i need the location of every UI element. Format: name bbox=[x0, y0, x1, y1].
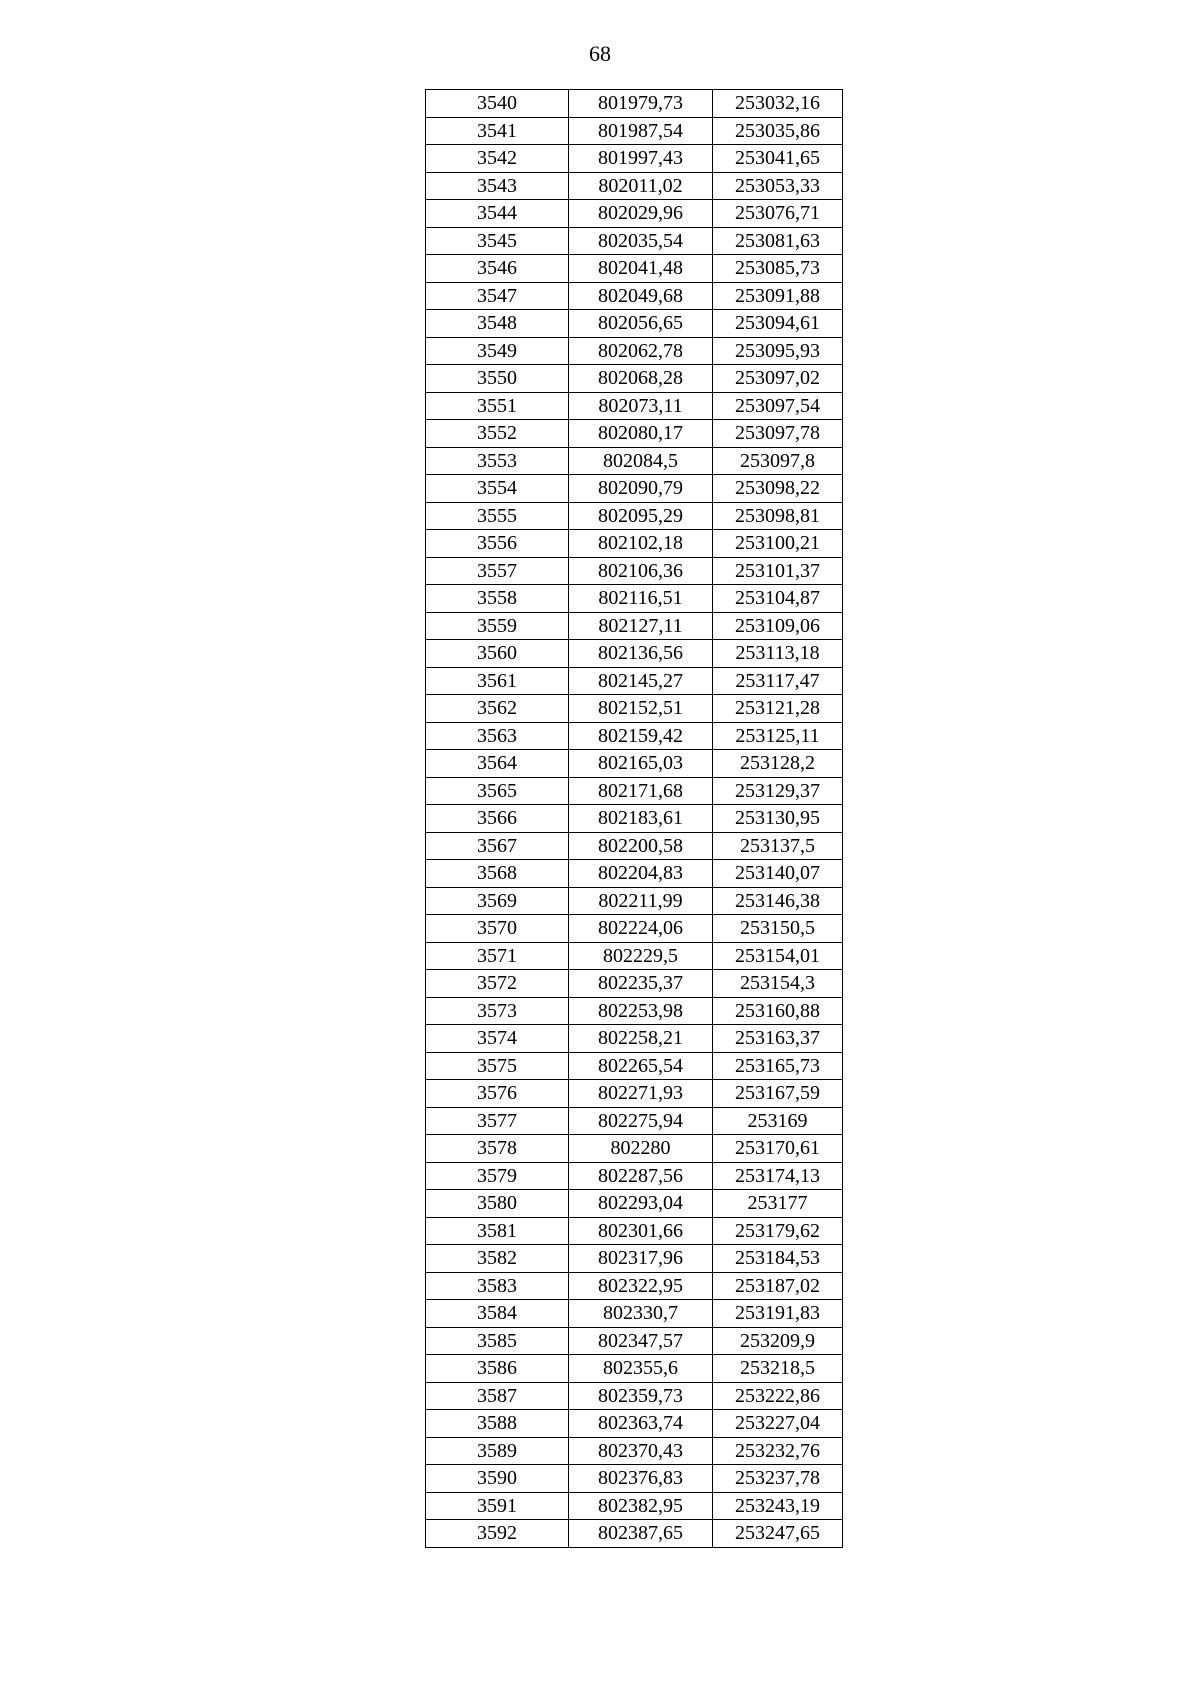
x-coordinate-cell: 802062,78 bbox=[569, 337, 713, 365]
table-row bbox=[426, 585, 843, 613]
table-row bbox=[426, 200, 843, 228]
point-number-cell: 3552 bbox=[426, 420, 569, 448]
x-coordinate-cell: 802068,28 bbox=[569, 365, 713, 393]
point-number-cell: 3588 bbox=[426, 1410, 569, 1438]
y-coordinate-cell: 253169 bbox=[713, 1107, 843, 1135]
y-coordinate-cell: 253117,47 bbox=[713, 667, 843, 695]
point-number-cell: 3544 bbox=[426, 200, 569, 228]
y-coordinate-cell: 253129,37 bbox=[713, 777, 843, 805]
point-number-cell: 3543 bbox=[426, 172, 569, 200]
point-number-cell: 3573 bbox=[426, 997, 569, 1025]
point-number-cell: 3551 bbox=[426, 392, 569, 420]
y-coordinate-cell: 253097,8 bbox=[713, 447, 843, 475]
point-number-cell: 3572 bbox=[426, 970, 569, 998]
table-row bbox=[426, 970, 843, 998]
x-coordinate-cell: 802152,51 bbox=[569, 695, 713, 723]
y-coordinate-cell: 253104,87 bbox=[713, 585, 843, 613]
point-number-cell: 3577 bbox=[426, 1107, 569, 1135]
page-number: 68 bbox=[589, 41, 611, 66]
y-coordinate-cell: 253100,21 bbox=[713, 530, 843, 558]
x-coordinate-cell: 801979,73 bbox=[569, 90, 713, 118]
table-row bbox=[426, 475, 843, 503]
y-coordinate-cell: 253121,28 bbox=[713, 695, 843, 723]
x-coordinate-cell: 802204,83 bbox=[569, 860, 713, 888]
point-number-cell: 3571 bbox=[426, 942, 569, 970]
y-coordinate-cell: 253174,13 bbox=[713, 1162, 843, 1190]
y-coordinate-cell: 253146,38 bbox=[713, 887, 843, 915]
table-row bbox=[426, 365, 843, 393]
table-row bbox=[426, 145, 843, 173]
point-number-cell: 3565 bbox=[426, 777, 569, 805]
x-coordinate-cell: 802116,51 bbox=[569, 585, 713, 613]
point-number-cell: 3585 bbox=[426, 1327, 569, 1355]
y-coordinate-cell: 253247,65 bbox=[713, 1520, 843, 1548]
table-row bbox=[426, 832, 843, 860]
y-coordinate-cell: 253177 bbox=[713, 1190, 843, 1218]
x-coordinate-cell: 802049,68 bbox=[569, 282, 713, 310]
y-coordinate-cell: 253218,5 bbox=[713, 1355, 843, 1383]
y-coordinate-cell: 253243,19 bbox=[713, 1492, 843, 1520]
x-coordinate-cell: 802136,56 bbox=[569, 640, 713, 668]
y-coordinate-cell: 253035,86 bbox=[713, 117, 843, 145]
x-coordinate-cell: 802102,18 bbox=[569, 530, 713, 558]
table-row bbox=[426, 337, 843, 365]
point-number-cell: 3583 bbox=[426, 1272, 569, 1300]
point-number-cell: 3579 bbox=[426, 1162, 569, 1190]
table-row bbox=[426, 530, 843, 558]
coordinates-table bbox=[425, 89, 843, 1548]
y-coordinate-cell: 253170,61 bbox=[713, 1135, 843, 1163]
point-number-cell: 3546 bbox=[426, 255, 569, 283]
y-coordinate-cell: 253041,65 bbox=[713, 145, 843, 173]
point-number-cell: 3567 bbox=[426, 832, 569, 860]
x-coordinate-cell: 802229,5 bbox=[569, 942, 713, 970]
table-row bbox=[426, 1217, 843, 1245]
y-coordinate-cell: 253113,18 bbox=[713, 640, 843, 668]
y-coordinate-cell: 253150,5 bbox=[713, 915, 843, 943]
table-row bbox=[426, 420, 843, 448]
x-coordinate-cell: 802387,65 bbox=[569, 1520, 713, 1548]
x-coordinate-cell: 802183,61 bbox=[569, 805, 713, 833]
x-coordinate-cell: 802200,58 bbox=[569, 832, 713, 860]
x-coordinate-cell: 802224,06 bbox=[569, 915, 713, 943]
point-number-cell: 3592 bbox=[426, 1520, 569, 1548]
table-row bbox=[426, 1327, 843, 1355]
y-coordinate-cell: 253154,01 bbox=[713, 942, 843, 970]
point-number-cell: 3586 bbox=[426, 1355, 569, 1383]
point-number-cell: 3589 bbox=[426, 1437, 569, 1465]
y-coordinate-cell: 253227,04 bbox=[713, 1410, 843, 1438]
point-number-cell: 3540 bbox=[426, 90, 569, 118]
y-coordinate-cell: 253237,78 bbox=[713, 1465, 843, 1493]
x-coordinate-cell: 802029,96 bbox=[569, 200, 713, 228]
point-number-cell: 3562 bbox=[426, 695, 569, 723]
x-coordinate-cell: 802301,66 bbox=[569, 1217, 713, 1245]
x-coordinate-cell: 802317,96 bbox=[569, 1245, 713, 1273]
table-row bbox=[426, 915, 843, 943]
y-coordinate-cell: 253128,2 bbox=[713, 750, 843, 778]
point-number-cell: 3568 bbox=[426, 860, 569, 888]
x-coordinate-cell: 802347,57 bbox=[569, 1327, 713, 1355]
table-row bbox=[426, 667, 843, 695]
point-number-cell: 3591 bbox=[426, 1492, 569, 1520]
point-number-cell: 3578 bbox=[426, 1135, 569, 1163]
table-row bbox=[426, 557, 843, 585]
point-number-cell: 3560 bbox=[426, 640, 569, 668]
y-coordinate-cell: 253137,5 bbox=[713, 832, 843, 860]
y-coordinate-cell: 253097,54 bbox=[713, 392, 843, 420]
table-row bbox=[426, 117, 843, 145]
table-row bbox=[426, 1520, 843, 1548]
table-row bbox=[426, 1135, 843, 1163]
point-number-cell: 3550 bbox=[426, 365, 569, 393]
x-coordinate-cell: 802271,93 bbox=[569, 1080, 713, 1108]
x-coordinate-cell: 802165,03 bbox=[569, 750, 713, 778]
table-row bbox=[426, 942, 843, 970]
y-coordinate-cell: 253232,76 bbox=[713, 1437, 843, 1465]
point-number-cell: 3557 bbox=[426, 557, 569, 585]
y-coordinate-cell: 253130,95 bbox=[713, 805, 843, 833]
x-coordinate-cell: 802253,98 bbox=[569, 997, 713, 1025]
x-coordinate-cell: 802376,83 bbox=[569, 1465, 713, 1493]
x-coordinate-cell: 802011,02 bbox=[569, 172, 713, 200]
x-coordinate-cell: 802322,95 bbox=[569, 1272, 713, 1300]
x-coordinate-cell: 802035,54 bbox=[569, 227, 713, 255]
y-coordinate-cell: 253081,63 bbox=[713, 227, 843, 255]
point-number-cell: 3542 bbox=[426, 145, 569, 173]
x-coordinate-cell: 802280 bbox=[569, 1135, 713, 1163]
y-coordinate-cell: 253184,53 bbox=[713, 1245, 843, 1273]
x-coordinate-cell: 802235,37 bbox=[569, 970, 713, 998]
table-row bbox=[426, 777, 843, 805]
table-row bbox=[426, 695, 843, 723]
table-row bbox=[426, 502, 843, 530]
y-coordinate-cell: 253140,07 bbox=[713, 860, 843, 888]
x-coordinate-cell: 802363,74 bbox=[569, 1410, 713, 1438]
table-row bbox=[426, 1052, 843, 1080]
x-coordinate-cell: 802287,56 bbox=[569, 1162, 713, 1190]
y-coordinate-cell: 253163,37 bbox=[713, 1025, 843, 1053]
point-number-cell: 3545 bbox=[426, 227, 569, 255]
y-coordinate-cell: 253191,83 bbox=[713, 1300, 843, 1328]
point-number-cell: 3582 bbox=[426, 1245, 569, 1273]
table-row bbox=[426, 310, 843, 338]
y-coordinate-cell: 253076,71 bbox=[713, 200, 843, 228]
table-row bbox=[426, 1465, 843, 1493]
table-row bbox=[426, 1382, 843, 1410]
y-coordinate-cell: 253097,78 bbox=[713, 420, 843, 448]
point-number-cell: 3581 bbox=[426, 1217, 569, 1245]
point-number-cell: 3554 bbox=[426, 475, 569, 503]
point-number-cell: 3566 bbox=[426, 805, 569, 833]
table-row bbox=[426, 887, 843, 915]
table-body bbox=[426, 90, 843, 1548]
point-number-cell: 3541 bbox=[426, 117, 569, 145]
y-coordinate-cell: 253165,73 bbox=[713, 1052, 843, 1080]
point-number-cell: 3553 bbox=[426, 447, 569, 475]
point-number-cell: 3563 bbox=[426, 722, 569, 750]
point-number-cell: 3547 bbox=[426, 282, 569, 310]
table-row bbox=[426, 1025, 843, 1053]
y-coordinate-cell: 253098,81 bbox=[713, 502, 843, 530]
point-number-cell: 3559 bbox=[426, 612, 569, 640]
point-number-cell: 3587 bbox=[426, 1382, 569, 1410]
x-coordinate-cell: 802382,95 bbox=[569, 1492, 713, 1520]
table-row bbox=[426, 612, 843, 640]
x-coordinate-cell: 802084,5 bbox=[569, 447, 713, 475]
point-number-cell: 3569 bbox=[426, 887, 569, 915]
x-coordinate-cell: 802355,6 bbox=[569, 1355, 713, 1383]
point-number-cell: 3549 bbox=[426, 337, 569, 365]
y-coordinate-cell: 253053,33 bbox=[713, 172, 843, 200]
x-coordinate-cell: 802106,36 bbox=[569, 557, 713, 585]
x-coordinate-cell: 801997,43 bbox=[569, 145, 713, 173]
y-coordinate-cell: 253209,9 bbox=[713, 1327, 843, 1355]
x-coordinate-cell: 802090,79 bbox=[569, 475, 713, 503]
x-coordinate-cell: 801987,54 bbox=[569, 117, 713, 145]
table-row bbox=[426, 255, 843, 283]
y-coordinate-cell: 253187,02 bbox=[713, 1272, 843, 1300]
point-number-cell: 3575 bbox=[426, 1052, 569, 1080]
y-coordinate-cell: 253098,22 bbox=[713, 475, 843, 503]
table-row bbox=[426, 805, 843, 833]
x-coordinate-cell: 802265,54 bbox=[569, 1052, 713, 1080]
table-row bbox=[426, 1080, 843, 1108]
x-coordinate-cell: 802041,48 bbox=[569, 255, 713, 283]
y-coordinate-cell: 253095,93 bbox=[713, 337, 843, 365]
table-row bbox=[426, 227, 843, 255]
table-row bbox=[426, 1437, 843, 1465]
x-coordinate-cell: 802359,73 bbox=[569, 1382, 713, 1410]
table-row bbox=[426, 997, 843, 1025]
x-coordinate-cell: 802073,11 bbox=[569, 392, 713, 420]
point-number-cell: 3561 bbox=[426, 667, 569, 695]
point-number-cell: 3555 bbox=[426, 502, 569, 530]
y-coordinate-cell: 253091,88 bbox=[713, 282, 843, 310]
y-coordinate-cell: 253109,06 bbox=[713, 612, 843, 640]
point-number-cell: 3576 bbox=[426, 1080, 569, 1108]
x-coordinate-cell: 802127,11 bbox=[569, 612, 713, 640]
table-row bbox=[426, 722, 843, 750]
y-coordinate-cell: 253032,16 bbox=[713, 90, 843, 118]
y-coordinate-cell: 253097,02 bbox=[713, 365, 843, 393]
table-row bbox=[426, 90, 843, 118]
table-row bbox=[426, 1355, 843, 1383]
x-coordinate-cell: 802095,29 bbox=[569, 502, 713, 530]
x-coordinate-cell: 802275,94 bbox=[569, 1107, 713, 1135]
table-row bbox=[426, 447, 843, 475]
point-number-cell: 3584 bbox=[426, 1300, 569, 1328]
x-coordinate-cell: 802080,17 bbox=[569, 420, 713, 448]
y-coordinate-cell: 253160,88 bbox=[713, 997, 843, 1025]
point-number-cell: 3574 bbox=[426, 1025, 569, 1053]
table-row bbox=[426, 1272, 843, 1300]
x-coordinate-cell: 802056,65 bbox=[569, 310, 713, 338]
table-row bbox=[426, 1245, 843, 1273]
y-coordinate-cell: 253222,86 bbox=[713, 1382, 843, 1410]
table-row bbox=[426, 282, 843, 310]
y-coordinate-cell: 253094,61 bbox=[713, 310, 843, 338]
table-row bbox=[426, 172, 843, 200]
point-number-cell: 3548 bbox=[426, 310, 569, 338]
table-row bbox=[426, 392, 843, 420]
table-row bbox=[426, 1190, 843, 1218]
y-coordinate-cell: 253154,3 bbox=[713, 970, 843, 998]
table-row bbox=[426, 1300, 843, 1328]
y-coordinate-cell: 253085,73 bbox=[713, 255, 843, 283]
y-coordinate-cell: 253101,37 bbox=[713, 557, 843, 585]
x-coordinate-cell: 802370,43 bbox=[569, 1437, 713, 1465]
point-number-cell: 3556 bbox=[426, 530, 569, 558]
point-number-cell: 3558 bbox=[426, 585, 569, 613]
x-coordinate-cell: 802171,68 bbox=[569, 777, 713, 805]
point-number-cell: 3570 bbox=[426, 915, 569, 943]
table-row bbox=[426, 640, 843, 668]
point-number-cell: 3580 bbox=[426, 1190, 569, 1218]
y-coordinate-cell: 253179,62 bbox=[713, 1217, 843, 1245]
table-row bbox=[426, 1410, 843, 1438]
table-row bbox=[426, 1107, 843, 1135]
x-coordinate-cell: 802293,04 bbox=[569, 1190, 713, 1218]
table-row bbox=[426, 750, 843, 778]
table-row bbox=[426, 860, 843, 888]
table-row bbox=[426, 1492, 843, 1520]
x-coordinate-cell: 802330,7 bbox=[569, 1300, 713, 1328]
x-coordinate-cell: 802159,42 bbox=[569, 722, 713, 750]
table-row bbox=[426, 1162, 843, 1190]
x-coordinate-cell: 802211,99 bbox=[569, 887, 713, 915]
y-coordinate-cell: 253125,11 bbox=[713, 722, 843, 750]
y-coordinate-cell: 253167,59 bbox=[713, 1080, 843, 1108]
x-coordinate-cell: 802145,27 bbox=[569, 667, 713, 695]
point-number-cell: 3564 bbox=[426, 750, 569, 778]
x-coordinate-cell: 802258,21 bbox=[569, 1025, 713, 1053]
point-number-cell: 3590 bbox=[426, 1465, 569, 1493]
